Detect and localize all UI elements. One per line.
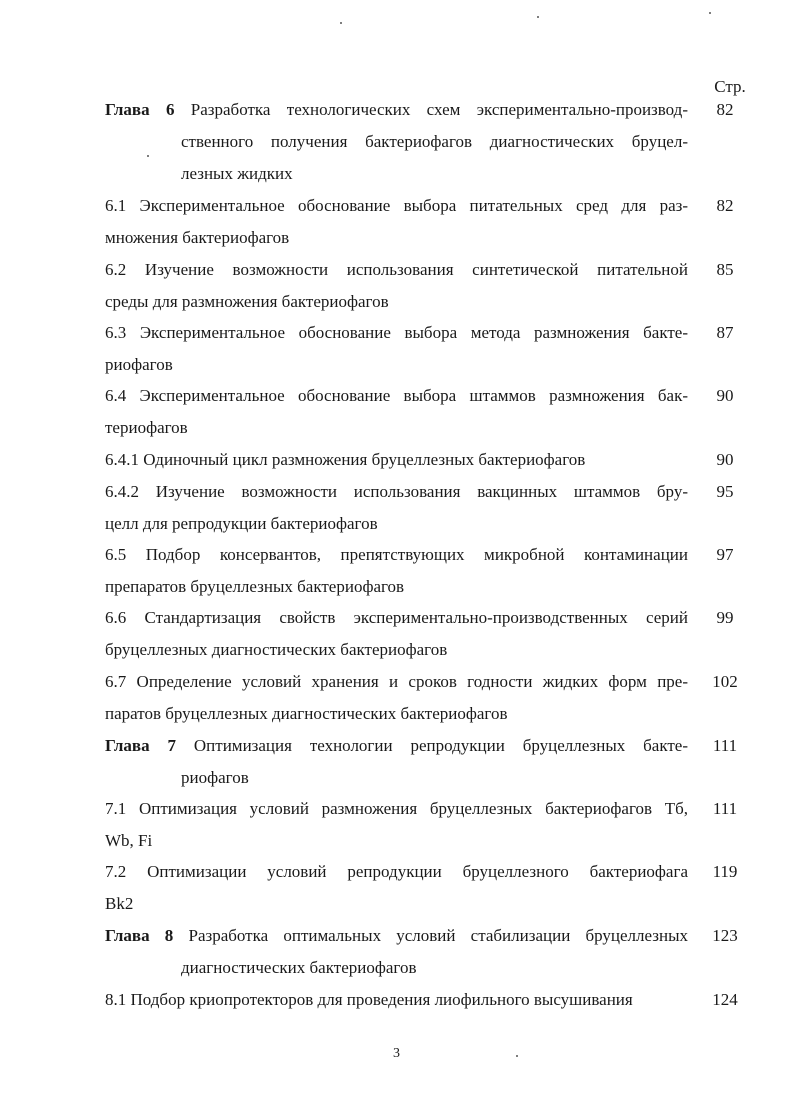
page-number: 97 (716, 545, 734, 564)
entry-line: целл для репродукции бактериофагов (105, 514, 378, 533)
entry-line: 6.1 Экспериментальное обоснование выбора питательных сред для раз- (105, 196, 688, 215)
entry-line: 7.2 Оптимизации условий репродукции бруцеллезного бактериофага (105, 862, 688, 881)
scan-speck (340, 22, 342, 24)
entry-line: 6.4 Экспериментальное обоснование выбора штаммов размножения бак- (105, 386, 688, 405)
page-number: 90 (716, 450, 734, 469)
entry-line: 6.4.2 Изучение возможности использования вакцинных штаммов бру- (105, 482, 688, 501)
chapter-label: Глава 6 (105, 100, 175, 119)
toc-entry-text (105, 190, 688, 254)
toc-entry-text (105, 317, 688, 381)
page-number: 82 (716, 196, 734, 215)
page-number: 99 (716, 608, 734, 627)
entry-line: Wb, Fi (105, 831, 153, 850)
entry-line: 6.6 Стандартизация свойств экспериментально-производственных серий (105, 608, 688, 627)
toc-entry-text (105, 856, 688, 920)
entry-line: препаратов бруцеллезных бактериофагов (105, 577, 405, 596)
page-number: 123 (712, 926, 738, 945)
entry-line: ственного получения бактериофагов диагностических бруцел- (181, 132, 688, 151)
entry-line: Bk2 (105, 894, 134, 913)
toc-entry-text (105, 94, 688, 190)
toc-entry-text (105, 730, 688, 794)
entry-line: 6.2 Изучение возможности использования синтетической питательной (105, 260, 688, 279)
scan-speck (537, 16, 539, 18)
page-number: 82 (716, 100, 734, 119)
page-column-label: Стр. (714, 77, 746, 96)
page-number: 124 (712, 990, 738, 1009)
toc-entry-text (105, 984, 688, 1016)
page-number: 111 (712, 736, 738, 755)
entry-line: среды для размножения бактериофагов (105, 292, 389, 311)
entry-line: териофагов (105, 418, 188, 437)
entry-line: 6.5 Подбор консервантов, препятствующих микробной контаминации (105, 545, 688, 564)
scan-speck (516, 1055, 518, 1057)
page-number: 102 (712, 672, 738, 691)
scan-speck (709, 12, 711, 14)
entry-line: 8.1 Подбор криопротекторов для проведения лиофильного высушивания (105, 990, 633, 1009)
page-number: 95 (716, 482, 734, 501)
entry-line: множения бактериофагов (105, 228, 290, 247)
entry-line: 6.4.1 Одиночный цикл размножения бруцеллезных бактериофагов (105, 450, 586, 469)
toc-entry-text (105, 920, 688, 984)
entry-line: 7.1 Оптимизация условий размножения бруцеллезных бактериофагов Тб, (105, 799, 688, 818)
entry-line: паратов бруцеллезных диагностических бактериофагов (105, 704, 508, 723)
entry-line: диагностических бактериофагов (181, 958, 417, 977)
entry-line: 6.7 Определение условий хранения и сроков годности жидких форм пре- (105, 672, 688, 691)
entry-line: Разработка технологических схем экспериментально-производ- (190, 100, 688, 119)
chapter-label: Глава 7 (105, 736, 177, 755)
entry-line: риофагов (105, 355, 173, 374)
entry-line: 6.3 Экспериментальное обоснование выбора метода размножения бакте- (105, 323, 688, 342)
page-number: 87 (716, 323, 734, 342)
entry-line: риофагов (181, 768, 249, 787)
page-number: 90 (716, 386, 734, 405)
toc-entry-text (105, 666, 688, 730)
page-number: 85 (716, 260, 734, 279)
toc-entry-text (105, 539, 688, 603)
page-number: 111 (712, 799, 738, 818)
entry-line: Оптимизация технологии репродукции бруцеллезных бакте- (193, 736, 688, 755)
footer-page-number: 3 (393, 1046, 400, 1061)
entry-line: Разработка оптимальных условий стабилизации бруцеллезных (188, 926, 689, 945)
toc-entry-text (105, 476, 688, 540)
toc-entry-text (105, 380, 688, 444)
toc-entry-text (105, 254, 688, 318)
page-number: 119 (712, 862, 738, 881)
entry-line: бруцеллезных диагностических бактериофагов (105, 640, 448, 659)
scan-speck (147, 155, 149, 157)
entry-line: лезных жидких (181, 164, 293, 183)
toc-entry-text (105, 602, 688, 666)
chapter-label: Глава 8 (105, 926, 174, 945)
toc-entry-text (105, 793, 688, 857)
toc-entry-text (105, 444, 688, 476)
